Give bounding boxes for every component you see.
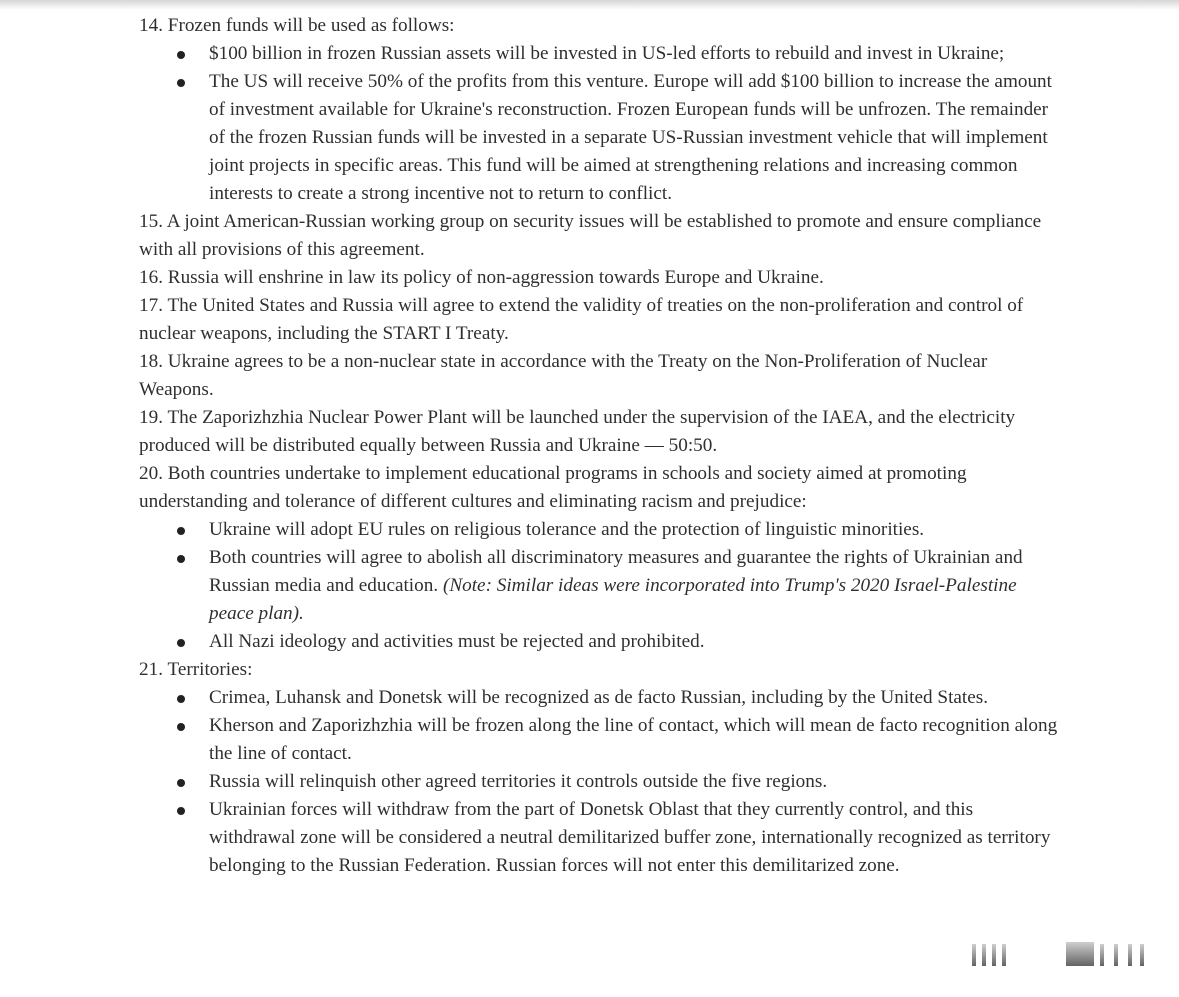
list-item: Russia will relinquish other agreed territories it controls outside the five regions. (209, 768, 1059, 796)
item-14-bullets (139, 40, 1059, 208)
list-item: Crimea, Luhansk and Donetsk will be recognized as de facto Russian, including by the United States. (209, 684, 1059, 712)
list-item: All Nazi ideology and activities must be rejected and prohibited. (209, 628, 1059, 656)
list-item: Kherson and Zaporizhzhia will be frozen along the line of contact, which will mean de facto recognition along the line of contact. (209, 712, 1059, 768)
list-item: $100 billion in frozen Russian assets will be invested in US-led efforts to rebuild and invest in Ukraine; (209, 40, 1059, 68)
item-21-bullets (139, 684, 1059, 880)
list-item: Ukrainian forces will withdraw from the part of Donetsk Oblast that they currently control, and this withdrawal zone will be considered a neutral demilitarized buffer zone, internationally recognized as territory belonging to the Russian Federation. Russian forces will not enter this demilitarized zone. (209, 796, 1059, 880)
watermark-logo (968, 938, 1154, 968)
document-body (139, 12, 1059, 880)
item-14: 14. Frozen funds will be used as follows: (139, 15, 455, 36)
item-15: 15. A joint American-Russian working group on security issues will be established to promote and ensure compliance with all provisions of this agreement. (139, 211, 1042, 260)
list-item: The US will receive 50% of the profits from this venture. Europe will add $100 billion to increase the amount of investment available for Ukraine's reconstruction. Frozen European funds will be unfrozen. The remainder of the frozen Russian funds will be invested in a separate US-Russian investment vehicle that will implement joint projects in specific areas. This fund will be aimed at strengthening relations and increasing common interests to create a strong incentive not to return to conflict. (209, 68, 1059, 208)
note: (Note: Similar ideas were incorporated into Trump's 2020 Israel-Palestine peace plan). (209, 575, 1017, 624)
item-20: 20. Both countries undertake to implement educational programs in schools and society aimed at promoting understanding and tolerance of different cultures and eliminating racism and prejudice: (139, 463, 967, 512)
item-17: 17. The United States and Russia will agree to extend the validity of treaties on the non-proliferation and control of nuclear weapons, including the START I Treaty. (139, 295, 1024, 344)
item-21: 21. Territories: (139, 659, 253, 680)
list-item: Both countries will agree to abolish all discriminatory measures and guarantee the rights of Ukrainian and Russian media and education. (Note: Similar ideas were incorporated into Trump's 2020 Israel-Palestine peace plan). (209, 544, 1059, 628)
item-18: 18. Ukraine agrees to be a non-nuclear state in accordance with the Treaty on the Non-Proliferation of Nuclear Weapons. (139, 351, 988, 400)
item-20-bullets (139, 516, 1059, 656)
top-shadow (0, 0, 1179, 10)
item-16: 16. Russia will enshrine in law its policy of non-aggression towards Europe and Ukraine. (139, 267, 824, 288)
item-19: 19. The Zaporizhzhia Nuclear Power Plant will be launched under the supervision of the IAEA, and the electricity produced will be distributed equally between Russia and Ukraine — 50:50. (139, 407, 1016, 456)
list-item: Ukraine will adopt EU rules on religious tolerance and the protection of linguistic minorities. (209, 516, 1059, 544)
